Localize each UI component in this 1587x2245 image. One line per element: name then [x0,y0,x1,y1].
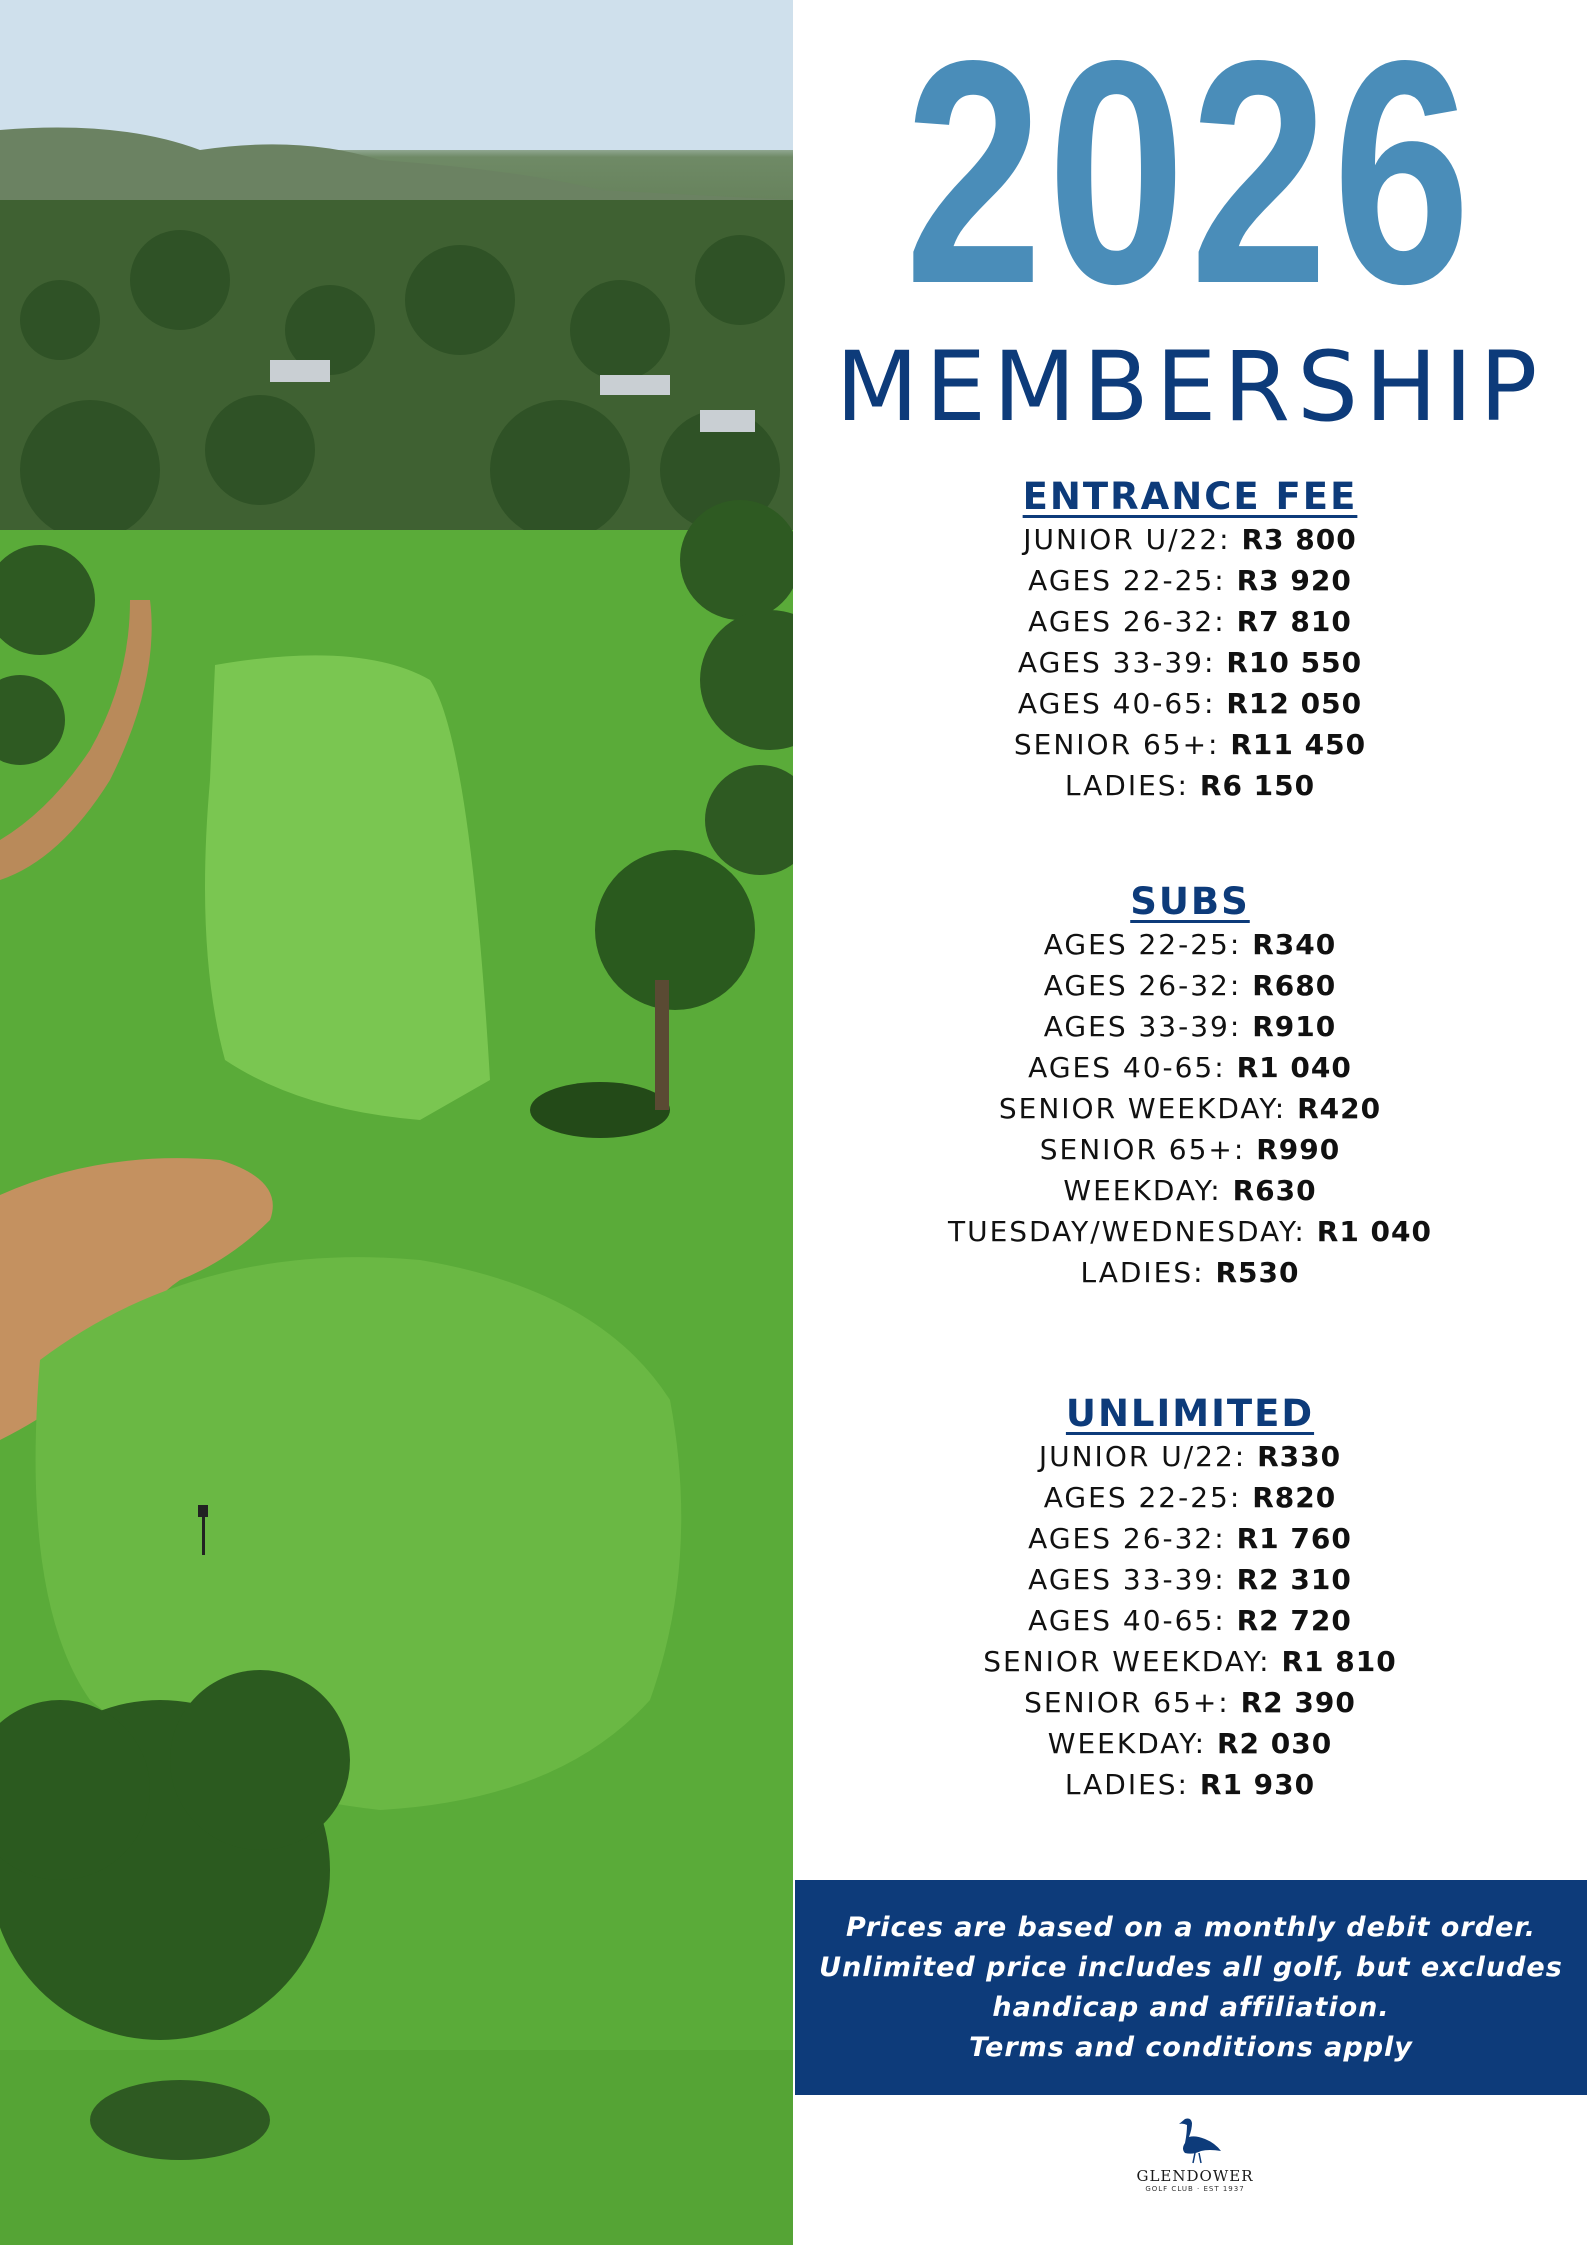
year-title: 2026 [904,0,1476,350]
price-row [793,642,1587,683]
price-row [793,724,1587,765]
unlimited-heading: UNLIMITED [1065,1392,1315,1435]
price-row [793,965,1587,1006]
price-value: R7 810 [1236,605,1352,638]
price-label: LADIES: [1080,1256,1205,1289]
price-value: R1 760 [1236,1522,1352,1555]
price-value: R1 040 [1316,1215,1433,1248]
unlimited-list [793,1436,1587,1805]
price-label: AGES 33-39: [1017,646,1216,679]
price-value: R6 150 [1199,769,1316,802]
price-label: AGES 40-65: [1028,1051,1226,1084]
price-value: R820 [1252,1481,1337,1514]
price-row [793,1170,1587,1211]
price-label: AGES 22-25: [1043,1481,1242,1514]
price-label: AGES 33-39: [1028,1563,1226,1596]
price-label: AGES 33-39: [1043,1010,1242,1043]
entrance-fee-list [793,519,1587,806]
price-label: AGES 40-65: [1017,687,1216,720]
price-value: R3 920 [1236,564,1352,597]
price-row [793,924,1587,965]
price-label: AGES 26-32: [1028,1522,1226,1555]
price-row [793,1252,1587,1293]
price-label: AGES 22-25: [1043,928,1242,961]
price-label: JUNIOR U/22: [1023,523,1231,556]
membership-title: MEMBERSHIP [835,331,1545,443]
price-row [793,1047,1587,1088]
glendower-logo [1110,2115,1280,2230]
notice-line: Unlimited price includes all golf, but excludes [819,1951,1563,1983]
price-label: WEEKDAY: [1063,1174,1222,1207]
price-label: AGES 22-25: [1028,564,1226,597]
price-label: AGES 40-65: [1028,1604,1226,1637]
subs-list [793,924,1587,1293]
price-label: SENIOR WEEKDAY: [998,1092,1287,1125]
logo-wordmark: GLENDOWER [1136,2167,1254,2185]
price-row [793,1764,1587,1805]
price-label: LADIES: [1064,769,1189,802]
price-label: LADIES: [1064,1768,1189,1801]
price-value: R1 930 [1199,1768,1316,1801]
price-value: R2 390 [1240,1686,1356,1719]
pricing-notice [795,1880,1587,2095]
price-row [793,601,1587,642]
price-row [793,765,1587,806]
price-row [793,1129,1587,1170]
price-value: R420 [1297,1092,1382,1125]
price-value: R2 030 [1216,1727,1333,1760]
notice-line: Terms and conditions apply [969,2031,1413,2063]
price-value: R630 [1232,1174,1317,1207]
price-label: TUESDAY/WEDNESDAY: [947,1215,1306,1248]
price-label: SENIOR 65+: [1013,728,1220,761]
notice-line: Prices are based on a monthly debit order. [845,1911,1537,1943]
price-value: R1 810 [1281,1645,1397,1678]
entrance-fee-section [793,475,1587,806]
price-value: R910 [1252,1010,1337,1043]
price-row [793,1477,1587,1518]
price-value: R11 450 [1230,728,1367,761]
price-row [793,1006,1587,1047]
price-row [793,1641,1587,1682]
price-value: R330 [1257,1440,1342,1473]
price-label: SENIOR WEEKDAY: [983,1645,1271,1678]
price-value: R2 720 [1236,1604,1352,1637]
golf-course-illustration [0,0,793,2245]
price-label: AGES 26-32: [1043,969,1242,1002]
price-row [793,1088,1587,1129]
price-row [793,1723,1587,1764]
price-value: R990 [1256,1133,1341,1166]
price-row [793,560,1587,601]
price-value: R3 800 [1241,523,1357,556]
price-value: R340 [1252,928,1337,961]
price-value: R12 050 [1226,687,1363,720]
price-row [793,1436,1587,1477]
price-label: WEEKDAY: [1047,1727,1207,1760]
notice-line: handicap and affiliation. [992,1991,1390,2023]
price-label: AGES 26-32: [1028,605,1226,638]
price-row [793,1211,1587,1252]
price-label: SENIOR 65+: [1024,1686,1230,1719]
price-label: JUNIOR U/22: [1038,1440,1247,1473]
price-row [793,1682,1587,1723]
price-row [793,1518,1587,1559]
subs-section [793,880,1587,1293]
unlimited-section [793,1392,1587,1805]
price-value: R530 [1215,1256,1300,1289]
price-value: R2 310 [1236,1563,1352,1596]
price-value: R10 550 [1226,646,1363,679]
price-row [793,683,1587,724]
entrance-fee-heading: ENTRANCE FEE [1022,475,1358,518]
logo-tagline: GOLF CLUB · EST 1937 [1145,2185,1245,2193]
heron-icon [1165,2115,1225,2165]
price-value: R680 [1252,969,1337,1002]
price-value: R1 040 [1236,1051,1352,1084]
golf-course-photo [0,0,793,2245]
price-label: SENIOR 65+: [1039,1133,1246,1166]
price-row [793,1559,1587,1600]
subs-heading: SUBS [1130,880,1250,923]
price-row [793,519,1587,560]
price-row [793,1600,1587,1641]
